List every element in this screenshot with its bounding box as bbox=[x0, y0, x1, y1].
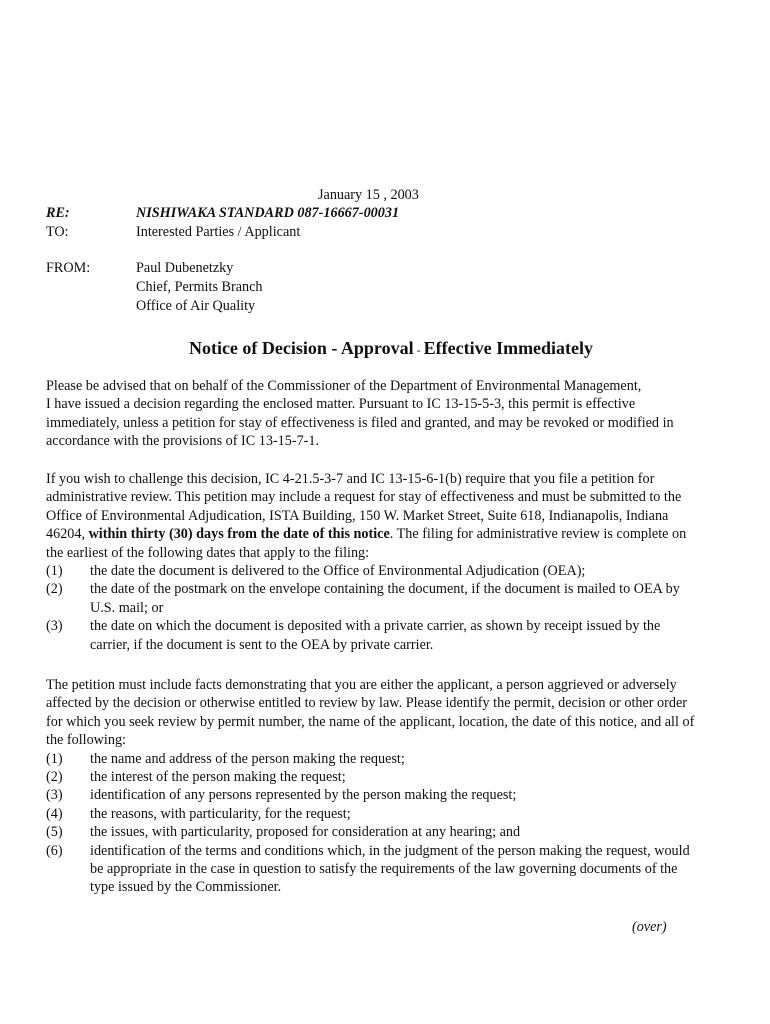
item-text: the interest of the person making the request; bbox=[90, 769, 346, 786]
item-number: (2) bbox=[46, 581, 63, 598]
para3-line: affected by the decision or otherwise entitled to review by law. Please identify the permit, decision or other order bbox=[46, 695, 687, 712]
notice-title bbox=[0, 336, 770, 362]
para1-line: I have issued a decision regarding the enclosed matter. Pursuant to IC 13-15-5-3, this permit is effective bbox=[46, 396, 636, 413]
requirement-item bbox=[46, 786, 746, 804]
para3-line: for which you seek review by permit number, the name of the applicant, location, the date of this notice, and all of bbox=[46, 713, 695, 730]
item-number: (5) bbox=[46, 824, 63, 841]
para2-line4-post: . The filing for administrative review is complete on bbox=[389, 526, 687, 543]
para1-line: immediately, unless a petition for stay of effectiveness is filed and granted, and may be revoked or modified in bbox=[46, 414, 674, 431]
from-office: Office of Air Quality bbox=[136, 298, 256, 314]
item-number: (3) bbox=[46, 618, 63, 635]
filing-date-item bbox=[46, 562, 746, 580]
item-text: the name and address of the person making the request; bbox=[90, 750, 405, 767]
item-number: (2) bbox=[46, 769, 63, 786]
para1-line: accordance with the provisions of IC 13-15-7-1. bbox=[46, 433, 320, 450]
title-dash: - bbox=[413, 343, 424, 357]
item-number: (4) bbox=[46, 805, 63, 822]
item-text: the reasons, with particularity, for the request; bbox=[90, 805, 351, 822]
requirement-item bbox=[46, 750, 746, 768]
item-number: (1) bbox=[46, 563, 63, 580]
item-text: the date of the postmark on the envelope containing the document, if the document is mailed to OEA by U.S. mail; or bbox=[90, 581, 680, 616]
para2-line4-pre: 46204, bbox=[46, 526, 89, 543]
para3-line: the following: bbox=[46, 732, 126, 749]
over-note: (over) bbox=[632, 919, 667, 935]
paragraph-advisement bbox=[46, 377, 746, 451]
item-text: identification of any persons represented by the person making the request; bbox=[90, 787, 517, 804]
item-text: identification of the terms and conditions which, in the judgment of the person making the request, would be appropriate in the case in question to satisfy the requirements of the law governing documents of the type issued by the Commissioner. bbox=[90, 842, 690, 896]
to-label: TO: bbox=[46, 224, 69, 240]
item-text: the date on which the document is deposited with a private carrier, as shown by receipt issued by the carrier, if the document is sent to the OEA by private carrier. bbox=[90, 618, 661, 653]
item-text: the date the document is delivered to the Office of Environmental Adjudication (OEA); bbox=[90, 563, 586, 580]
paragraph-challenge bbox=[46, 470, 746, 654]
para2-deadline-line bbox=[46, 525, 746, 543]
requirement-item bbox=[46, 823, 746, 841]
paragraph-petition-requirements bbox=[46, 676, 746, 897]
para1-line: Please be advised that on behalf of the Commissioner of the Department of Environmental Management, bbox=[46, 378, 642, 394]
item-text: the issues, with particularity, proposed for consideration at any hearing; and bbox=[90, 824, 521, 841]
notice-date: January 15 , 2003 bbox=[318, 187, 419, 203]
from-label: FROM: bbox=[46, 260, 91, 276]
para2-line: Office of Environmental Adjudication, ISTA Building, 150 W. Market Street, Suite 618, Indianapolis, Indiana bbox=[46, 507, 669, 524]
para2-line: If you wish to challenge this decision, IC 4-21.5-3-7 and IC 13-15-6-1(b) require that you file a petition for bbox=[46, 471, 655, 487]
re-value: NISHIWAKA STANDARD 087-16667-00031 bbox=[136, 205, 400, 221]
item-number: (6) bbox=[46, 842, 63, 859]
requirement-item bbox=[46, 805, 746, 823]
item-number: (3) bbox=[46, 787, 63, 804]
requirement-item bbox=[46, 842, 746, 897]
from-name: Paul Dubenetzky bbox=[136, 260, 234, 276]
from-title: Chief, Permits Branch bbox=[136, 279, 263, 295]
item-number: (1) bbox=[46, 750, 63, 767]
filing-date-item bbox=[46, 580, 746, 617]
title-part1: Notice of Decision - Approval bbox=[188, 338, 414, 358]
filing-date-item bbox=[46, 617, 746, 654]
requirement-item bbox=[46, 768, 746, 786]
para3-line: The petition must include facts demonstrating that you are either the applicant, a person aggrieved or adversely bbox=[46, 677, 677, 693]
para2-line: the earliest of the following dates that apply to the filing: bbox=[46, 544, 370, 561]
deadline-emphasis: within thirty (30) days from the date of this notice bbox=[88, 526, 390, 543]
para2-line: administrative review. This petition may include a request for stay of effectiveness and must be submitted to the bbox=[46, 489, 682, 506]
re-label: RE: bbox=[46, 205, 70, 221]
title-part2: Effective Immediately bbox=[423, 338, 594, 358]
to-value: Interested Parties / Applicant bbox=[136, 224, 301, 240]
